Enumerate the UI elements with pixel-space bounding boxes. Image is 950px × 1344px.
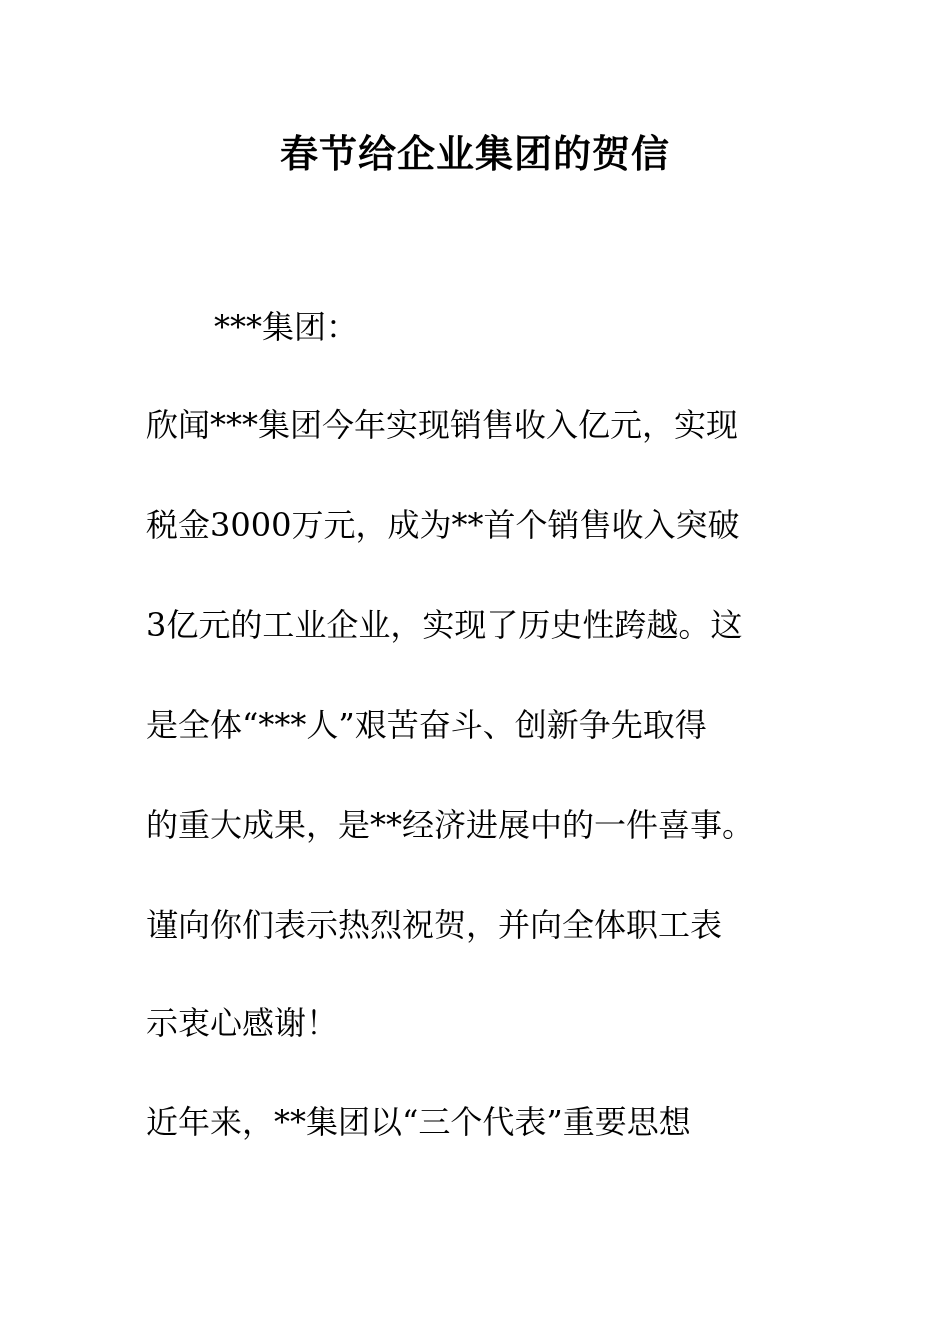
body-line: 的重大成果，是**经济进展中的一件喜事。 xyxy=(146,806,755,844)
document-title: 春节给企业集团的贺信 xyxy=(279,132,670,176)
body-line: 3亿元的工业企业，实现了历史性跨越。这 xyxy=(146,606,743,644)
salutation: ***集团： xyxy=(214,308,359,346)
body-line: 近年来，**集团以“三个代表”重要思想 xyxy=(146,1103,691,1141)
body-line: 示衷心感谢！ xyxy=(146,1004,339,1042)
body-line: 是全体“***人”艰苦奋斗、创新争先取得 xyxy=(146,706,707,744)
body-line: 税金3000万元，成为**首个销售收入突破 xyxy=(146,506,740,544)
body-line: 欣闻***集团今年实现销售收入亿元，实现 xyxy=(146,406,739,444)
body-line: 谨向你们表示热烈祝贺，并向全体职工表 xyxy=(146,906,723,944)
